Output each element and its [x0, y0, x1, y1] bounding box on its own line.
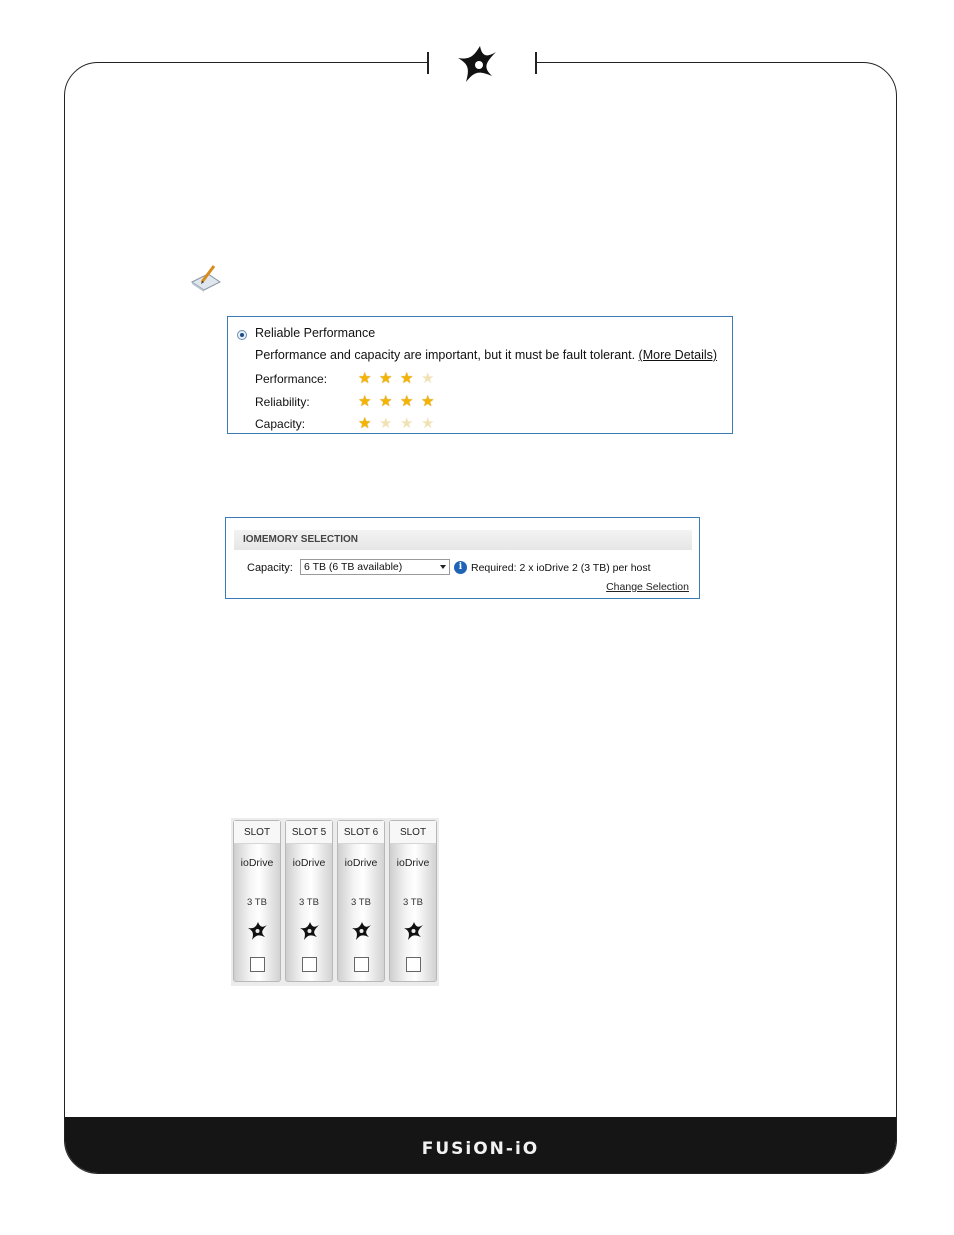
star-empty-icon: ★ — [421, 370, 435, 387]
rating-row-reliability — [255, 393, 495, 411]
header-logo-icon — [452, 42, 508, 88]
star-filled-icon: ★ — [400, 393, 414, 410]
star-filled-icon: ★ — [358, 370, 372, 387]
capacity-label: Capacity: — [247, 562, 293, 574]
rating-label: Performance: — [255, 372, 328, 386]
note-pencil-icon — [190, 262, 222, 294]
star-empty-icon: ★ — [421, 415, 435, 432]
slot-checkbox[interactable] — [250, 957, 265, 972]
slot-checkbox[interactable] — [406, 957, 421, 972]
slot-panel — [231, 818, 439, 986]
fusion-logo-icon — [299, 921, 321, 941]
slot-name: SLOT 6 — [343, 827, 379, 838]
reliable-performance-radio[interactable] — [237, 330, 247, 340]
more-details-link[interactable]: (More Details) — [638, 348, 718, 362]
fusion-logo-icon — [247, 921, 269, 941]
slot-card[interactable] — [233, 820, 281, 982]
page-frame — [64, 62, 897, 1174]
info-icon[interactable]: i — [454, 561, 467, 574]
rating-label: Reliability: — [255, 395, 310, 409]
rating-row-capacity — [255, 415, 495, 433]
slot-name: SLOT — [243, 827, 271, 838]
profile-option-panel — [227, 316, 733, 434]
slot-checkbox[interactable] — [302, 957, 317, 972]
required-text: Required: 2 x ioDrive 2 (3 TB) per host — [471, 562, 651, 574]
footer-brand-logo: FUSiON-iO — [421, 1139, 540, 1159]
slot-device-type: ioDrive — [240, 857, 274, 869]
slot-device-type: ioDrive — [396, 857, 430, 869]
iomemory-selection-panel — [225, 517, 700, 599]
iomemory-header — [234, 530, 692, 550]
slot-capacity: 3 TB — [299, 897, 319, 908]
star-filled-icon: ★ — [358, 415, 372, 432]
fusion-logo-icon — [403, 921, 425, 941]
rating-row-performance — [255, 370, 495, 388]
iomemory-heading: IOMEMORY SELECTION — [243, 534, 359, 545]
star-filled-icon: ★ — [400, 370, 414, 387]
capacity-selected-value: 6 TB (6 TB available) — [304, 561, 403, 573]
slot-device-type: ioDrive — [292, 857, 326, 869]
slot-checkbox[interactable] — [354, 957, 369, 972]
slot-card[interactable] — [337, 820, 385, 982]
slot-name: SLOT — [399, 827, 427, 838]
option-title: Reliable Performance — [255, 326, 376, 340]
change-selection-link[interactable]: Change Selection — [606, 581, 689, 593]
star-filled-icon: ★ — [379, 370, 393, 387]
slot-name: SLOT 5 — [291, 827, 327, 838]
star-empty-icon: ★ — [379, 415, 393, 432]
option-description-text: Performance and capacity are important, but it must be fault tolerant. — [255, 348, 636, 362]
capacity-select[interactable] — [300, 559, 450, 575]
slot-capacity: 3 TB — [247, 897, 267, 908]
star-filled-icon: ★ — [421, 393, 435, 410]
slot-capacity: 3 TB — [351, 897, 371, 908]
option-description — [255, 348, 717, 362]
slot-card[interactable] — [389, 820, 437, 982]
header-divider-right — [535, 52, 537, 74]
footer-bar — [65, 1117, 896, 1173]
slot-device-type: ioDrive — [344, 857, 378, 869]
slot-capacity: 3 TB — [403, 897, 423, 908]
fusion-logo-icon — [351, 921, 373, 941]
star-empty-icon: ★ — [400, 415, 414, 432]
star-filled-icon: ★ — [379, 393, 393, 410]
slot-card[interactable] — [285, 820, 333, 982]
chevron-down-icon[interactable] — [440, 565, 446, 569]
header-divider-left — [427, 52, 429, 74]
rating-label: Capacity: — [255, 417, 306, 431]
star-filled-icon: ★ — [358, 393, 372, 410]
